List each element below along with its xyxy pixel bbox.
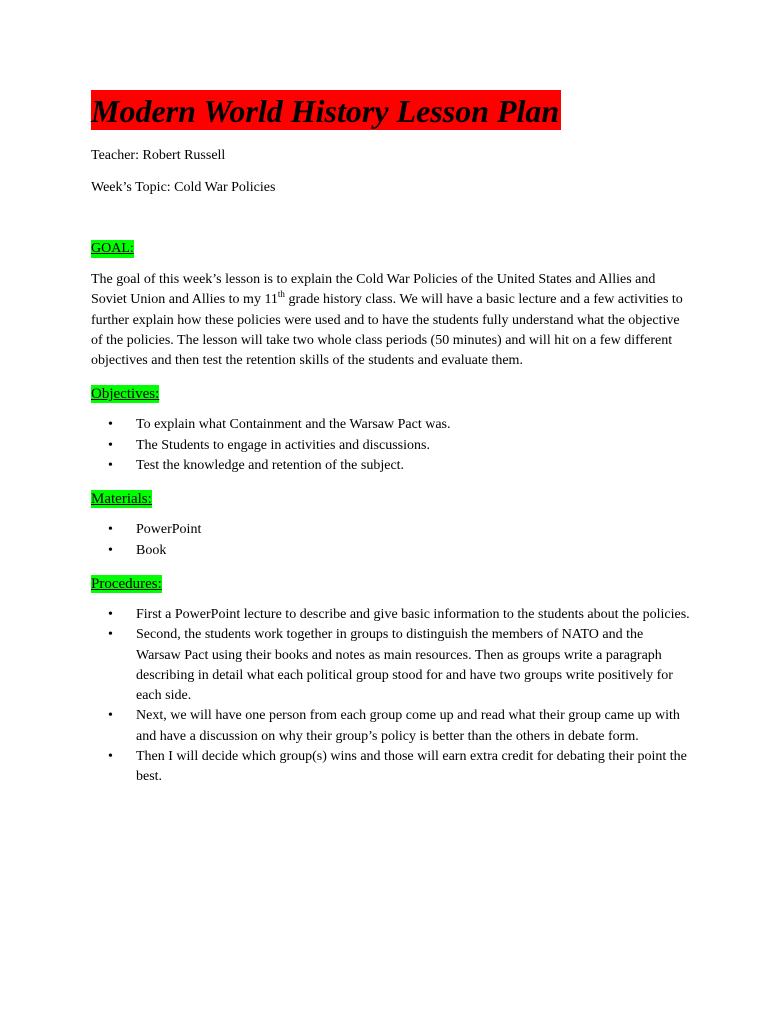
procedure-text: Then I will decide which group(s) wins and those will earn extra credit for debating their point the best.	[136, 749, 687, 785]
objective-text: To explain what Containment and the Warsaw Pact was.	[136, 417, 451, 433]
bullet-icon: •	[108, 606, 113, 622]
bullet-icon: •	[108, 458, 113, 474]
goal-superscript: th	[277, 289, 285, 300]
objectives-list	[91, 415, 691, 476]
procedure-text: First a PowerPoint lecture to describe and give basic information to the students about the policies.	[136, 606, 690, 622]
bullet-icon: •	[108, 542, 113, 558]
list-item	[91, 415, 691, 435]
list-item	[91, 625, 691, 706]
bullet-icon: •	[108, 417, 113, 433]
bullet-icon: •	[108, 627, 113, 643]
objectives-section	[91, 385, 691, 476]
teacher-line: Teacher: Robert Russell	[91, 148, 226, 163]
material-text: PowerPoint	[136, 522, 202, 538]
goal-heading: GOAL:	[91, 241, 134, 256]
bullet-icon: •	[108, 708, 113, 724]
materials-heading: Materials:	[91, 491, 152, 508]
list-item	[91, 605, 691, 625]
procedures-heading: Procedures:	[91, 575, 162, 592]
objectives-heading: Objectives:	[91, 386, 160, 403]
page-title: Modern World History Lesson Plan	[91, 90, 561, 130]
goal-paragraph	[91, 270, 691, 371]
topic-line: Week’s Topic: Cold War Policies	[91, 180, 276, 195]
list-item	[91, 541, 691, 561]
material-text: Book	[136, 542, 167, 558]
materials-section	[91, 490, 691, 561]
bullet-icon: •	[108, 749, 113, 765]
procedure-text: Next, we will have one person from each group come up and read what their group came up with and have a discussion on why their group’s policy is better than the others in debate form.	[136, 708, 680, 744]
goal-text-start: The goal of this week’s lesson is to explain the Cold War Policies of the United States and Allies and Soviet Union and Allies to my 11	[91, 272, 656, 308]
list-item	[91, 747, 691, 788]
objective-text: Test the knowledge and retention of the subject.	[136, 458, 405, 474]
goal-text-end: grade history class. We will have a basic lecture and a few activities to further explain how these policies were used and to have the students fully understand what the objective of the policies. The lesson will take two whole class periods (50 minutes) and will hit on a few different objectives and then test the retention skills of the students and evaluate them.	[91, 292, 683, 369]
list-item	[91, 520, 691, 540]
procedures-list	[91, 605, 691, 788]
objective-text: The Students to engage in activities and discussions.	[136, 437, 430, 453]
procedure-text: Second, the students work together in groups to distinguish the members of NATO and the Warsaw Pact using their books and notes as main resources. Then as groups write a paragraph describing in detail what each political group stood for and have two groups write positively for each side.	[136, 627, 673, 704]
bullet-icon: •	[108, 437, 113, 453]
materials-list	[91, 520, 691, 561]
list-item	[91, 706, 691, 747]
goal-section	[91, 239, 691, 371]
bullet-icon: •	[108, 522, 113, 538]
lesson-plan-page	[91, 90, 691, 788]
list-item	[91, 456, 691, 476]
procedures-section	[91, 575, 691, 788]
list-item	[91, 436, 691, 456]
